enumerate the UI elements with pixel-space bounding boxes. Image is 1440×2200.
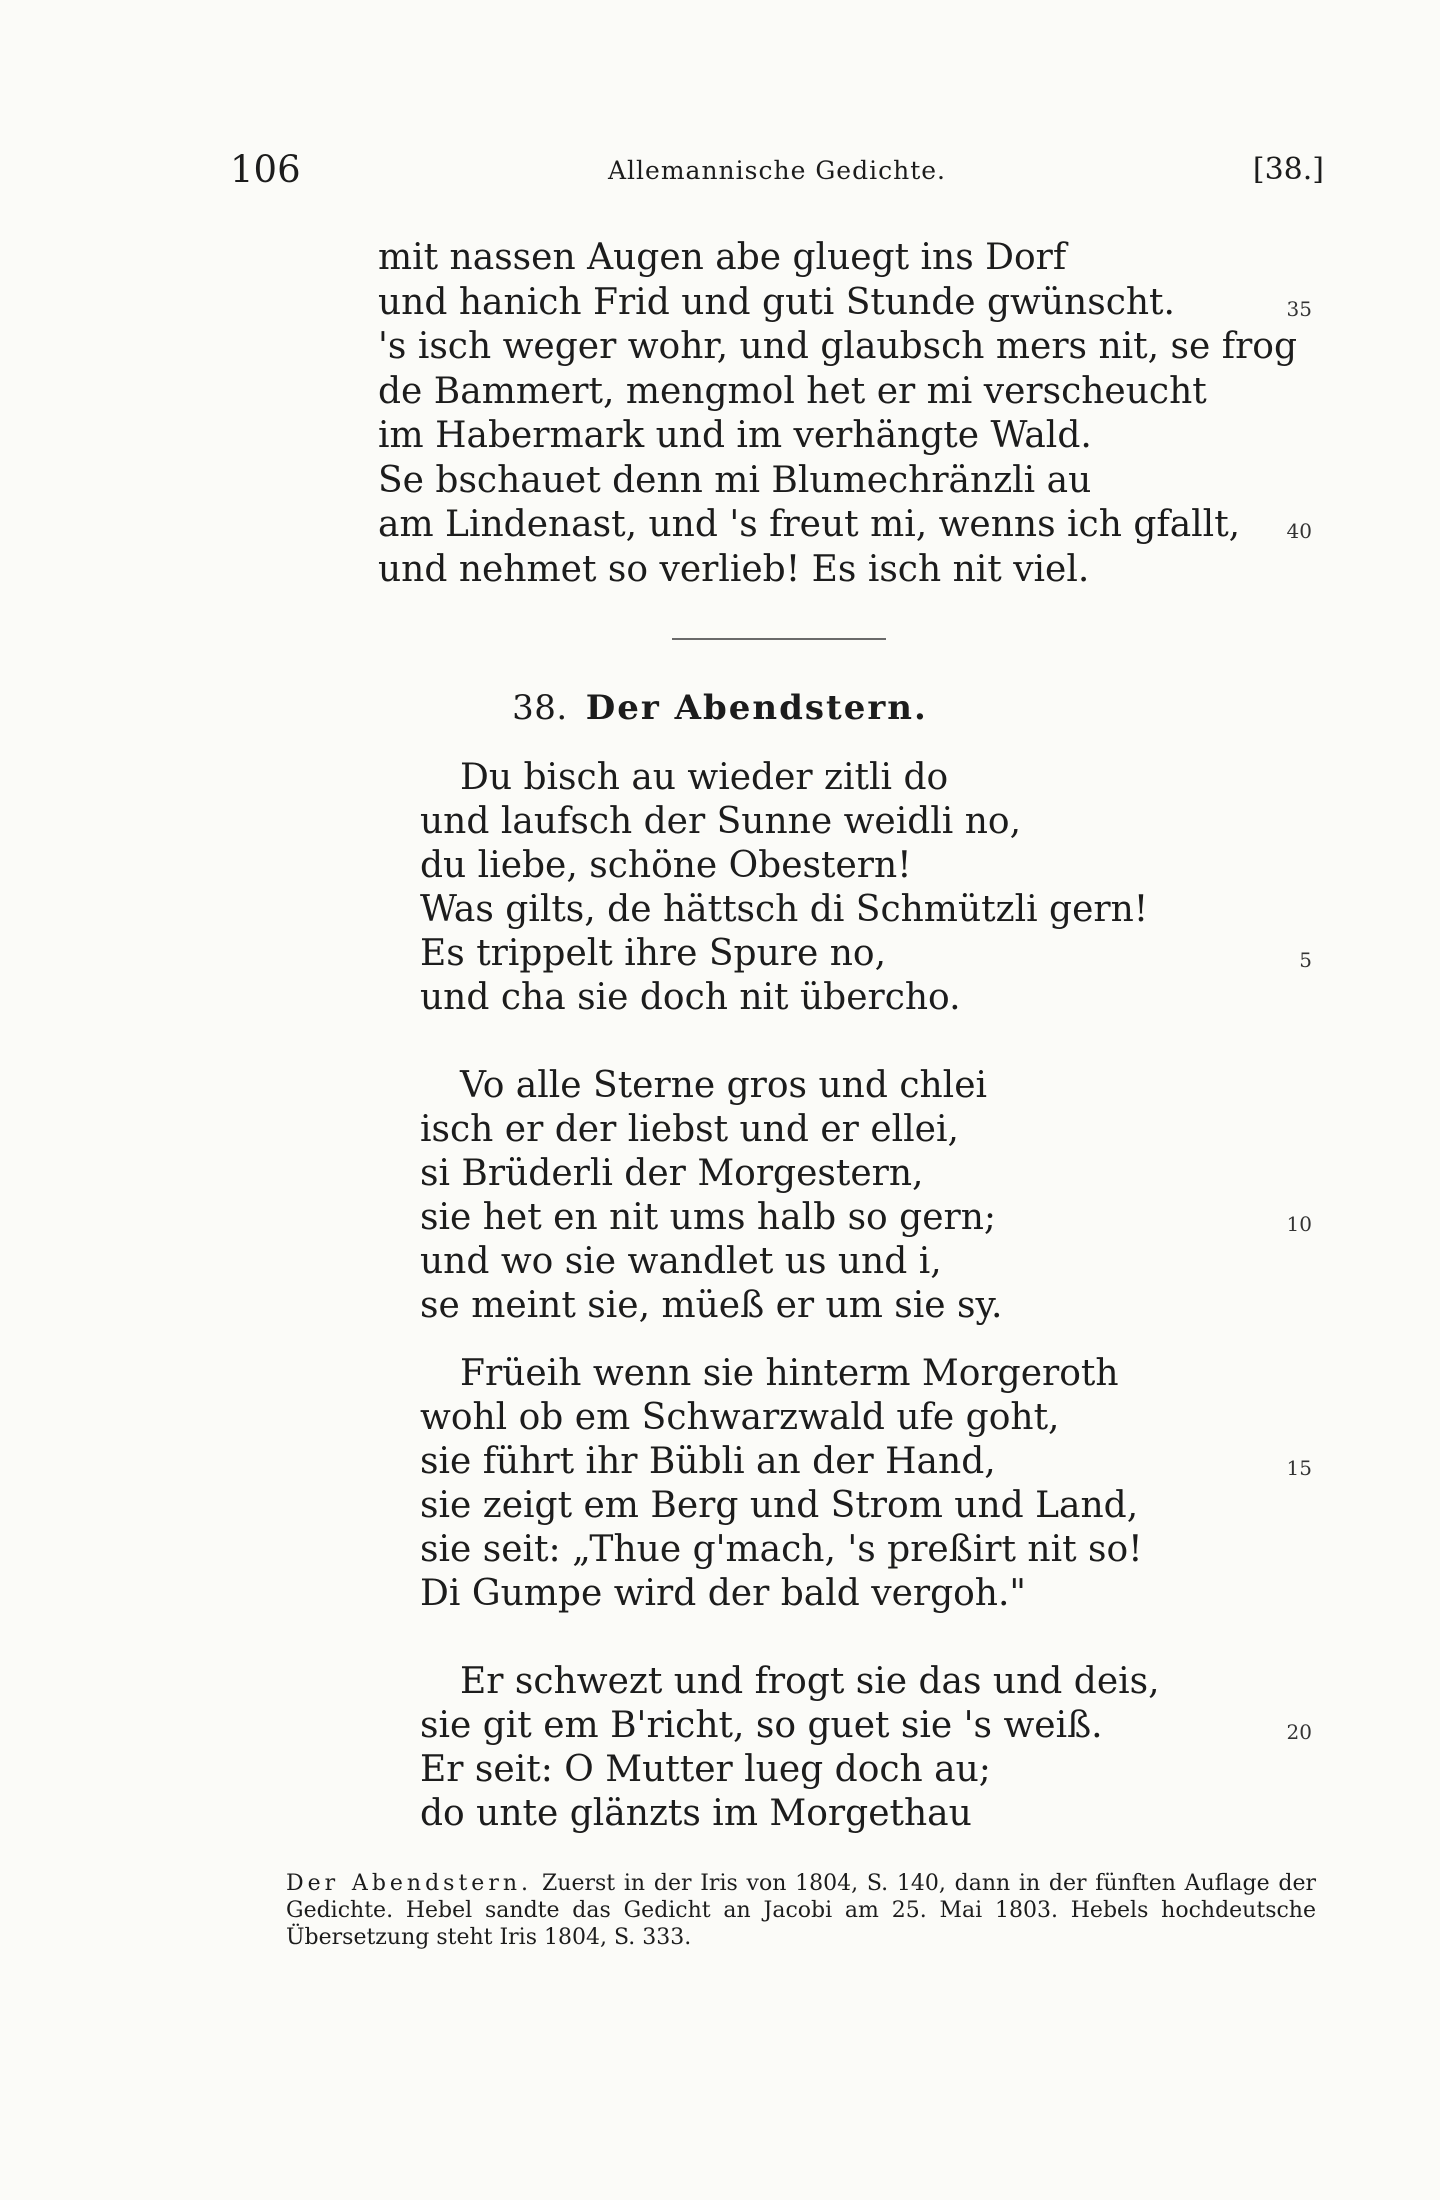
verse-line <box>420 1352 1312 1396</box>
verse-line <box>420 1528 1312 1572</box>
poem-title: Der Abendstern. <box>585 688 928 728</box>
verse-line <box>420 1704 1312 1748</box>
footnote-text: Zuerst in der Iris von 1804, S. 140, dann in der fünften Auflage der Gedichte. Hebel sandte das Gedicht an Jacobi am 25. Mai 1803. Hebels hochdeutsche Übersetzung steht Iris 1804, S. 333. <box>286 1871 1317 1950</box>
verse-line <box>420 800 1312 844</box>
verse-text: sie zeigt em Berg und Strom und Land, <box>420 1485 1139 1526</box>
verse-text: Se bschauet denn mi Blumechränzli au <box>378 459 1092 501</box>
verse-text: 's isch weger wohr, und glaubsch mers nit, se frog <box>378 326 1298 367</box>
verse-text: sie git em B'richt, so guet sie 's weiß. <box>420 1705 1103 1746</box>
verse-line <box>420 1284 1312 1328</box>
verse-text: Du bisch au wieder zitli do <box>460 757 949 798</box>
verse-text: do unte glänzts im Morgethau <box>420 1793 972 1834</box>
verse-text: sie führt ihr Bübli an der Hand, <box>420 1441 996 1482</box>
verse-text: und laufsch der Sunne weidli no, <box>420 801 1022 842</box>
verse-text: Er seit: O Mutter lueg doch au; <box>420 1749 991 1790</box>
verse-text: Früeih wenn sie hinterm Morgeroth <box>460 1353 1119 1394</box>
verse-text: Di Gumpe wird der bald vergoh." <box>420 1573 1026 1614</box>
verse-line <box>420 1440 1312 1484</box>
verse-line <box>420 756 1312 800</box>
verse-line <box>420 1792 1312 1836</box>
line-number: 20 <box>1286 1720 1312 1744</box>
poem-heading <box>0 688 1440 728</box>
previous-poem-ending <box>378 236 1312 592</box>
verse-line <box>420 1108 1312 1152</box>
footnote-title: Der Abendstern. <box>286 1871 533 1896</box>
verse-text: und wo sie wandlet us und i, <box>420 1241 942 1282</box>
verse-text: Es trippelt ihre Spure no, <box>420 933 887 974</box>
verse-text: sie seit: „Thue g'mach, 's preßirt nit so! <box>420 1529 1143 1570</box>
verse-text: mit nassen Augen abe gluegt ins Dorf <box>378 237 1067 278</box>
verse-line <box>420 932 1312 976</box>
verse-line <box>420 1152 1312 1196</box>
verse-line <box>420 1484 1312 1528</box>
line-number: 10 <box>1286 1212 1312 1236</box>
verse-text: Vo alle Sterne gros und chlei <box>460 1065 988 1106</box>
poem-number: 38. <box>512 688 568 728</box>
stanza <box>420 1660 1312 1836</box>
verse-text: sie het en nit ums halb so gern; <box>420 1197 997 1238</box>
verse-line <box>420 1660 1312 1704</box>
line-number: 15 <box>1286 1456 1312 1480</box>
section-divider <box>672 638 886 640</box>
verse-line <box>378 370 1312 415</box>
line-number: 40 <box>1286 519 1312 543</box>
verse-line <box>378 503 1312 548</box>
line-number: 35 <box>1286 296 1312 321</box>
verse-text: si Brüderli der Morgestern, <box>420 1153 924 1194</box>
section-marker: [38.] <box>1252 152 1324 187</box>
footnote <box>286 1870 1316 1951</box>
verse-line <box>420 1748 1312 1792</box>
verse-line <box>420 888 1312 932</box>
verse-text: wohl ob em Schwarzwald ufe goht, <box>420 1397 1060 1438</box>
stanza <box>420 1352 1312 1616</box>
verse-line <box>420 1396 1312 1440</box>
verse-text: Er schwezt und frogt sie das und deis, <box>460 1661 1160 1702</box>
verse-line <box>378 325 1312 370</box>
verse-line <box>420 844 1312 888</box>
verse-text: im Habermark und im verhängte Wald. <box>378 415 1092 456</box>
running-title: Allemannische Gedichte. <box>608 156 946 185</box>
verse-text: isch er der liebst und er ellei, <box>420 1109 959 1150</box>
stanza <box>420 1064 1312 1328</box>
verse-line <box>378 236 1312 281</box>
verse-text: du liebe, schöne Obestern! <box>420 845 912 886</box>
verse-line <box>378 281 1312 326</box>
verse-text: und hanich Frid und guti Stunde gwünscht. <box>378 281 1175 323</box>
page-number: 106 <box>230 148 301 191</box>
verse-line <box>420 1240 1312 1284</box>
verse-line <box>378 548 1312 593</box>
verse-text: am Lindenast, und 's freut mi, wenns ich gfallt, <box>378 504 1241 545</box>
page-header <box>230 148 1324 198</box>
line-number: 5 <box>1299 948 1312 972</box>
stanza <box>420 756 1312 1020</box>
verse-line <box>420 1196 1312 1240</box>
verse-text: de Bammert, mengmol het er mi verscheucht <box>378 370 1207 412</box>
verse-line <box>420 1064 1312 1108</box>
verse-text: und nehmet so verlieb! Es isch nit viel. <box>378 548 1090 590</box>
verse-text: Was gilts, de hättsch di Schmützli gern! <box>420 889 1149 930</box>
verse-text: und cha sie doch nit übercho. <box>420 977 961 1018</box>
verse-line <box>420 1572 1312 1616</box>
verse-line <box>420 976 1312 1020</box>
verse-line <box>378 459 1312 504</box>
verse-text: se meint sie, müeß er um sie sy. <box>420 1285 1003 1326</box>
verse-line <box>378 414 1312 459</box>
